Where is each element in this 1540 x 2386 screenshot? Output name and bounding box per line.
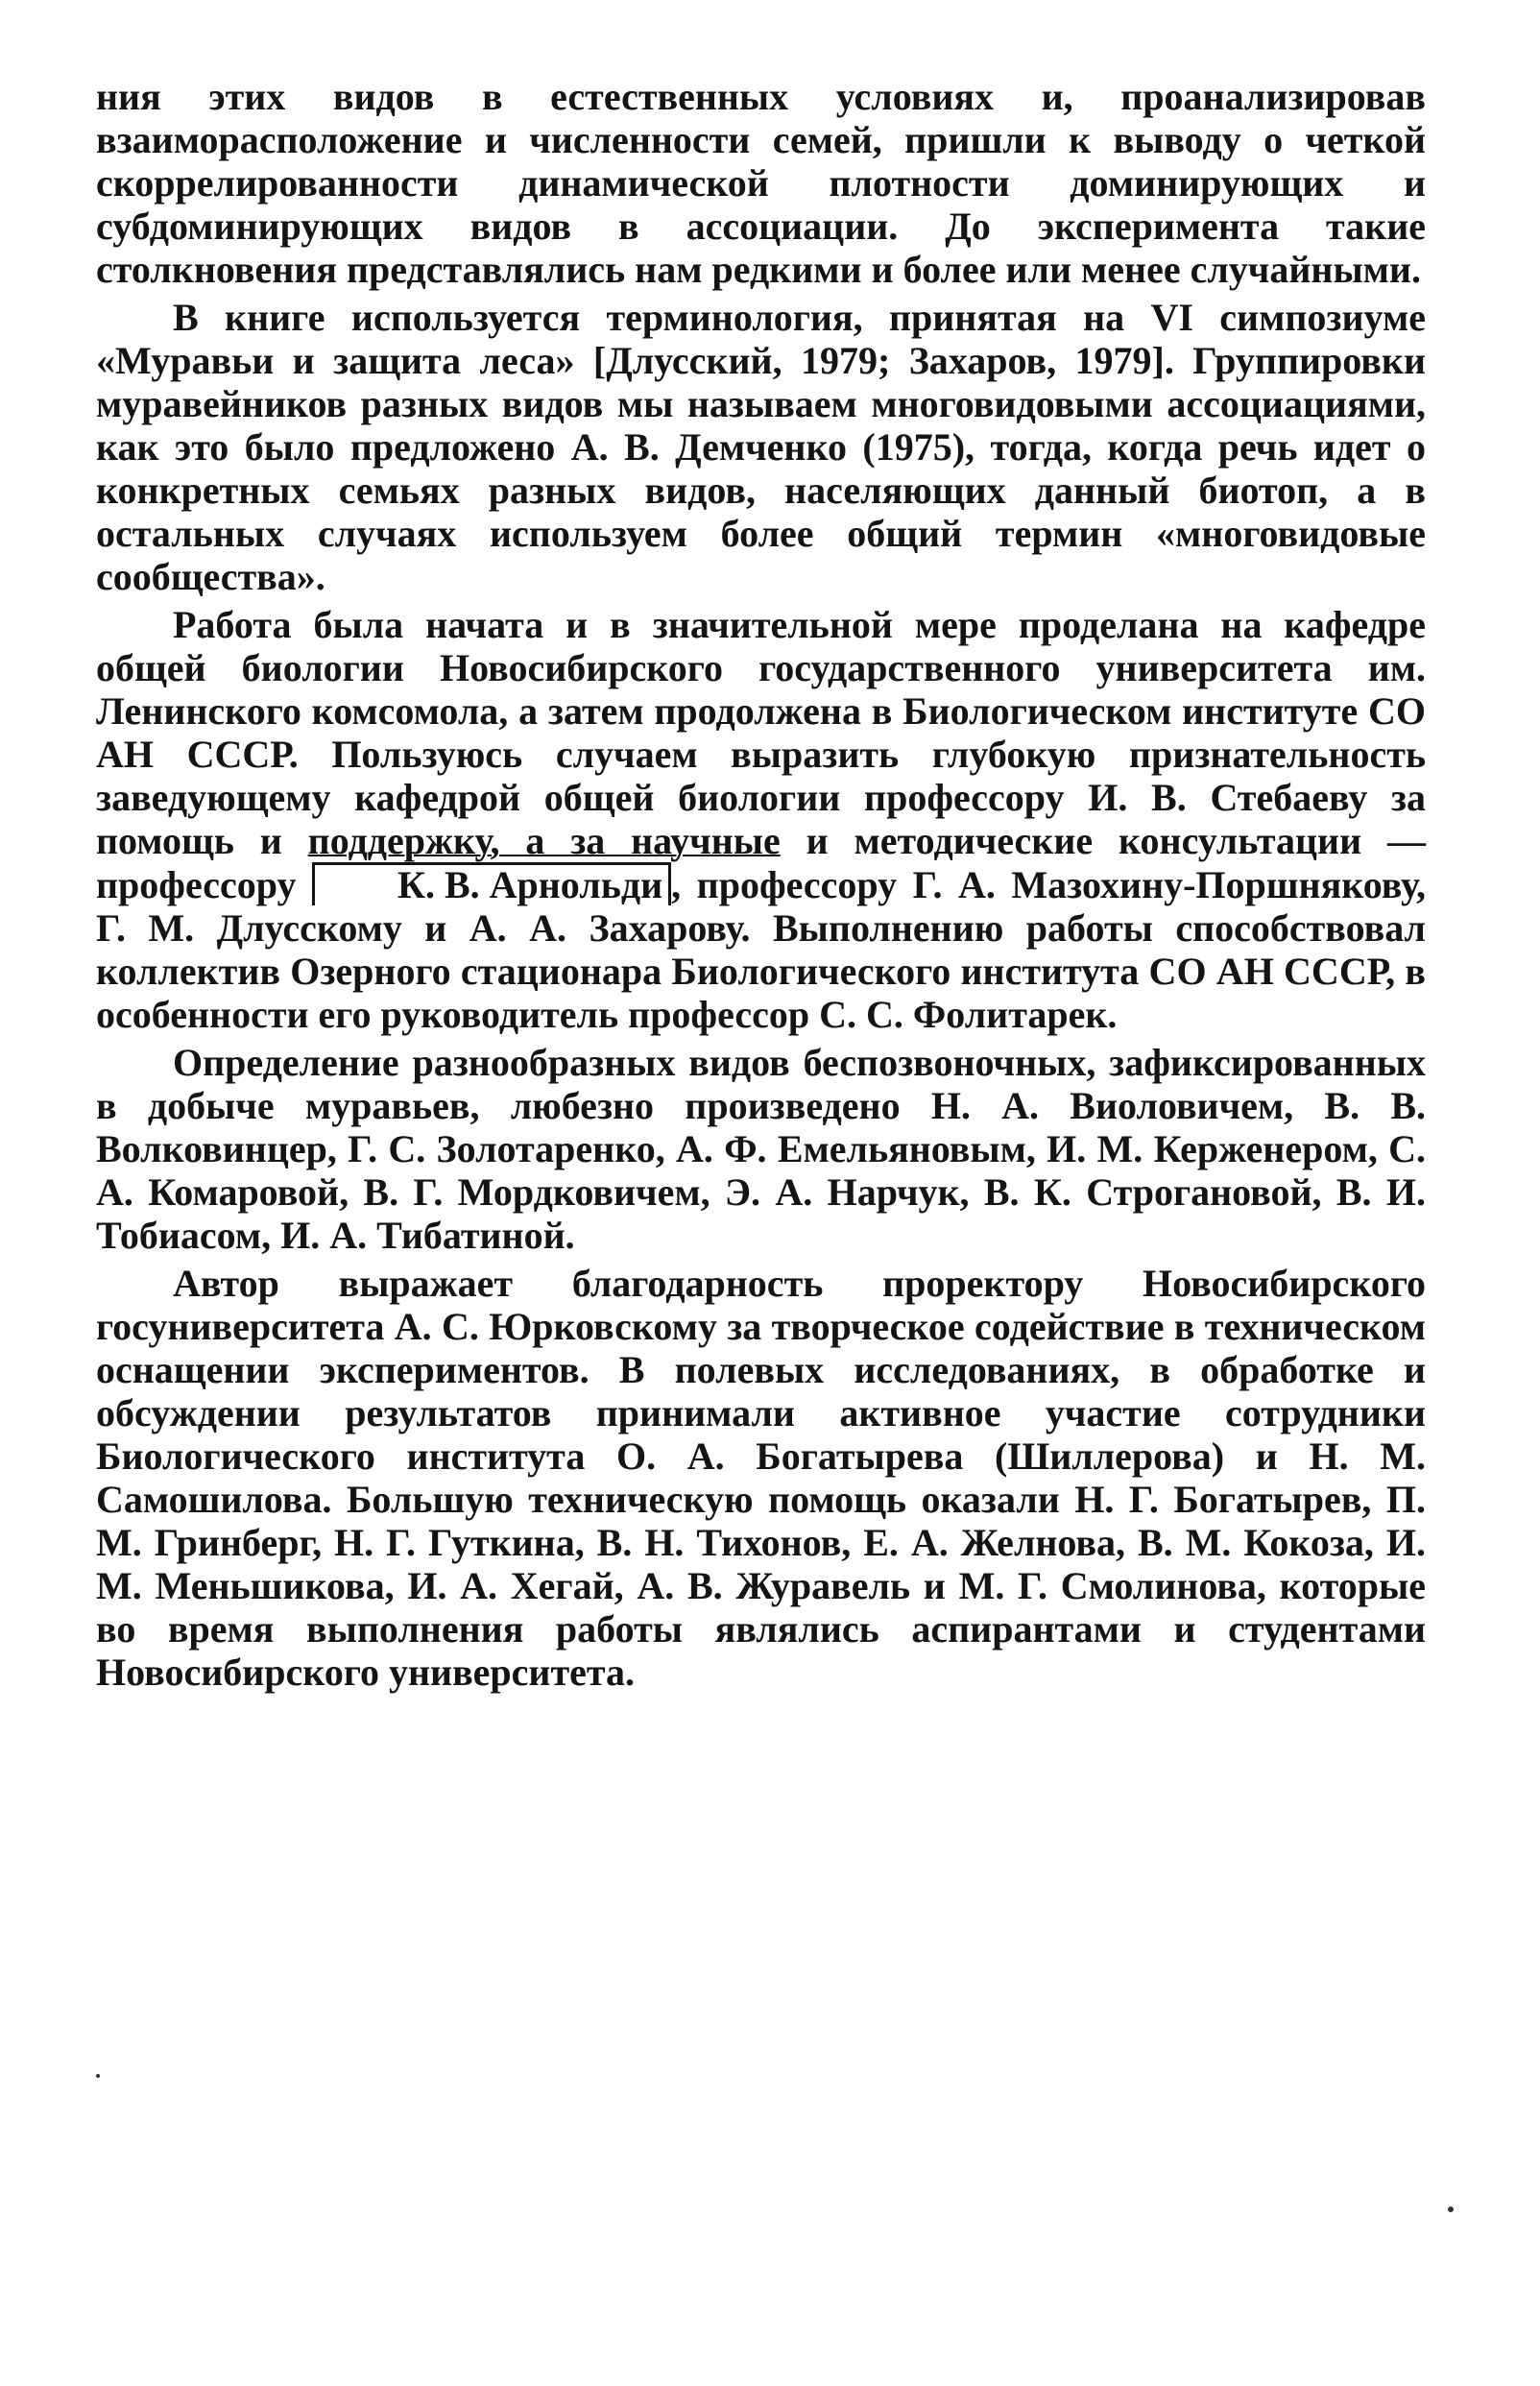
acknowledgements-part-a: Работа была начата и в значительной мере проделана на кафедре общей биологии Новосибирского государственного университета им. Ленинского комсомола, а затем продолжена в Биологическом институте СО АН СССР. Пользуюсь случаем выразить глубокую признательность заведующему кафедрой общей биологии профессору И. В. Стебаеву за помощь и [96,603,1426,862]
paragraph-acknowledgements [96,603,1426,1036]
paragraph-thanks: Автор выражает благодарность проректору Новосибирского госуниверситета А. С. Юрковскому за творческое содействие в техническом оснащении экспериментов. В полевых исследованиях, в обработке и обсуждении результатов принимали активное участие сотрудники Биологического института О. А. Богатырева (Шиллерова) и Н. М. Самошилова. Большую техническую помощь оказали Н. Г. Богатырев, П. М. Гринберг, Н. Г. Гуткина, В. Н. Тихонов, Е. А. Желнова, В. М. Кокоза, И. М. Меньшикова, И. А. Хегай, А. В. Журавель и М. Г. Смолинова, которые во время выполнения работы являлись аспирантами и студентами Новосибирского университета. [96,1262,1426,1694]
paragraph-identification: Определение разнообразных видов беспозвоночных, зафиксированных в добыче муравьев, любезно произведено Н. А. Виоловичем, В. В. Волковинцер, Г. С. Золотаренко, А. Ф. Емельяновым, И. М. Керженером, С. А. Комаровой, В. Г. Мордковичем, Э. А. Нарчук, В. К. Строгановой, В. И. Тобиасом, И. А. Тибатиной. [96,1041,1426,1257]
underlined-phrase: поддержку, а за научные [307,819,781,862]
acknowledgements-part-b: и методические консультации — профессору [96,819,1426,906]
scan-speck [96,2074,100,2078]
paragraph-continuation: ния этих видов в естественных условиях и, проанализировав взаиморасположение и численности семей, пришли к выводу о четкой скоррелированности динамической плотности доминирующих и субдоминирующих видов в ассоциации. До эксперимента такие столкновения представлялись нам редкими и более или менее случайными. [96,75,1426,291]
body-text [96,75,1426,1699]
acknowledgements-part-c: , профессору Г. А. Мазохину-Поршнякову, Г. М. Длусскому и А. А. Захарову. Выполнению работы способствовал коллектив Озерного стационара Биологического института СО АН СССР, в особенности его руководитель профессор С. С. Фолитарек. [96,863,1426,1036]
paragraph-terminology: В книге используется терминология, принятая на VI симпозиуме «Муравьи и защита леса» [Длусский, 1979; Захаров, 1979]. Группировки муравейников разных видов мы называем многовидовыми ассоциациями, как это было предложено А. В. Демченко (1975), тогда, когда речь идет о конкретных семьях разных видов, населяющих данный биотоп, а в остальных случаях используем более общий термин «многовидовые сообщества». [96,296,1426,598]
scan-speck [1448,2206,1454,2212]
memorial-boxed-name: К. В. Арнольди [312,862,671,905]
